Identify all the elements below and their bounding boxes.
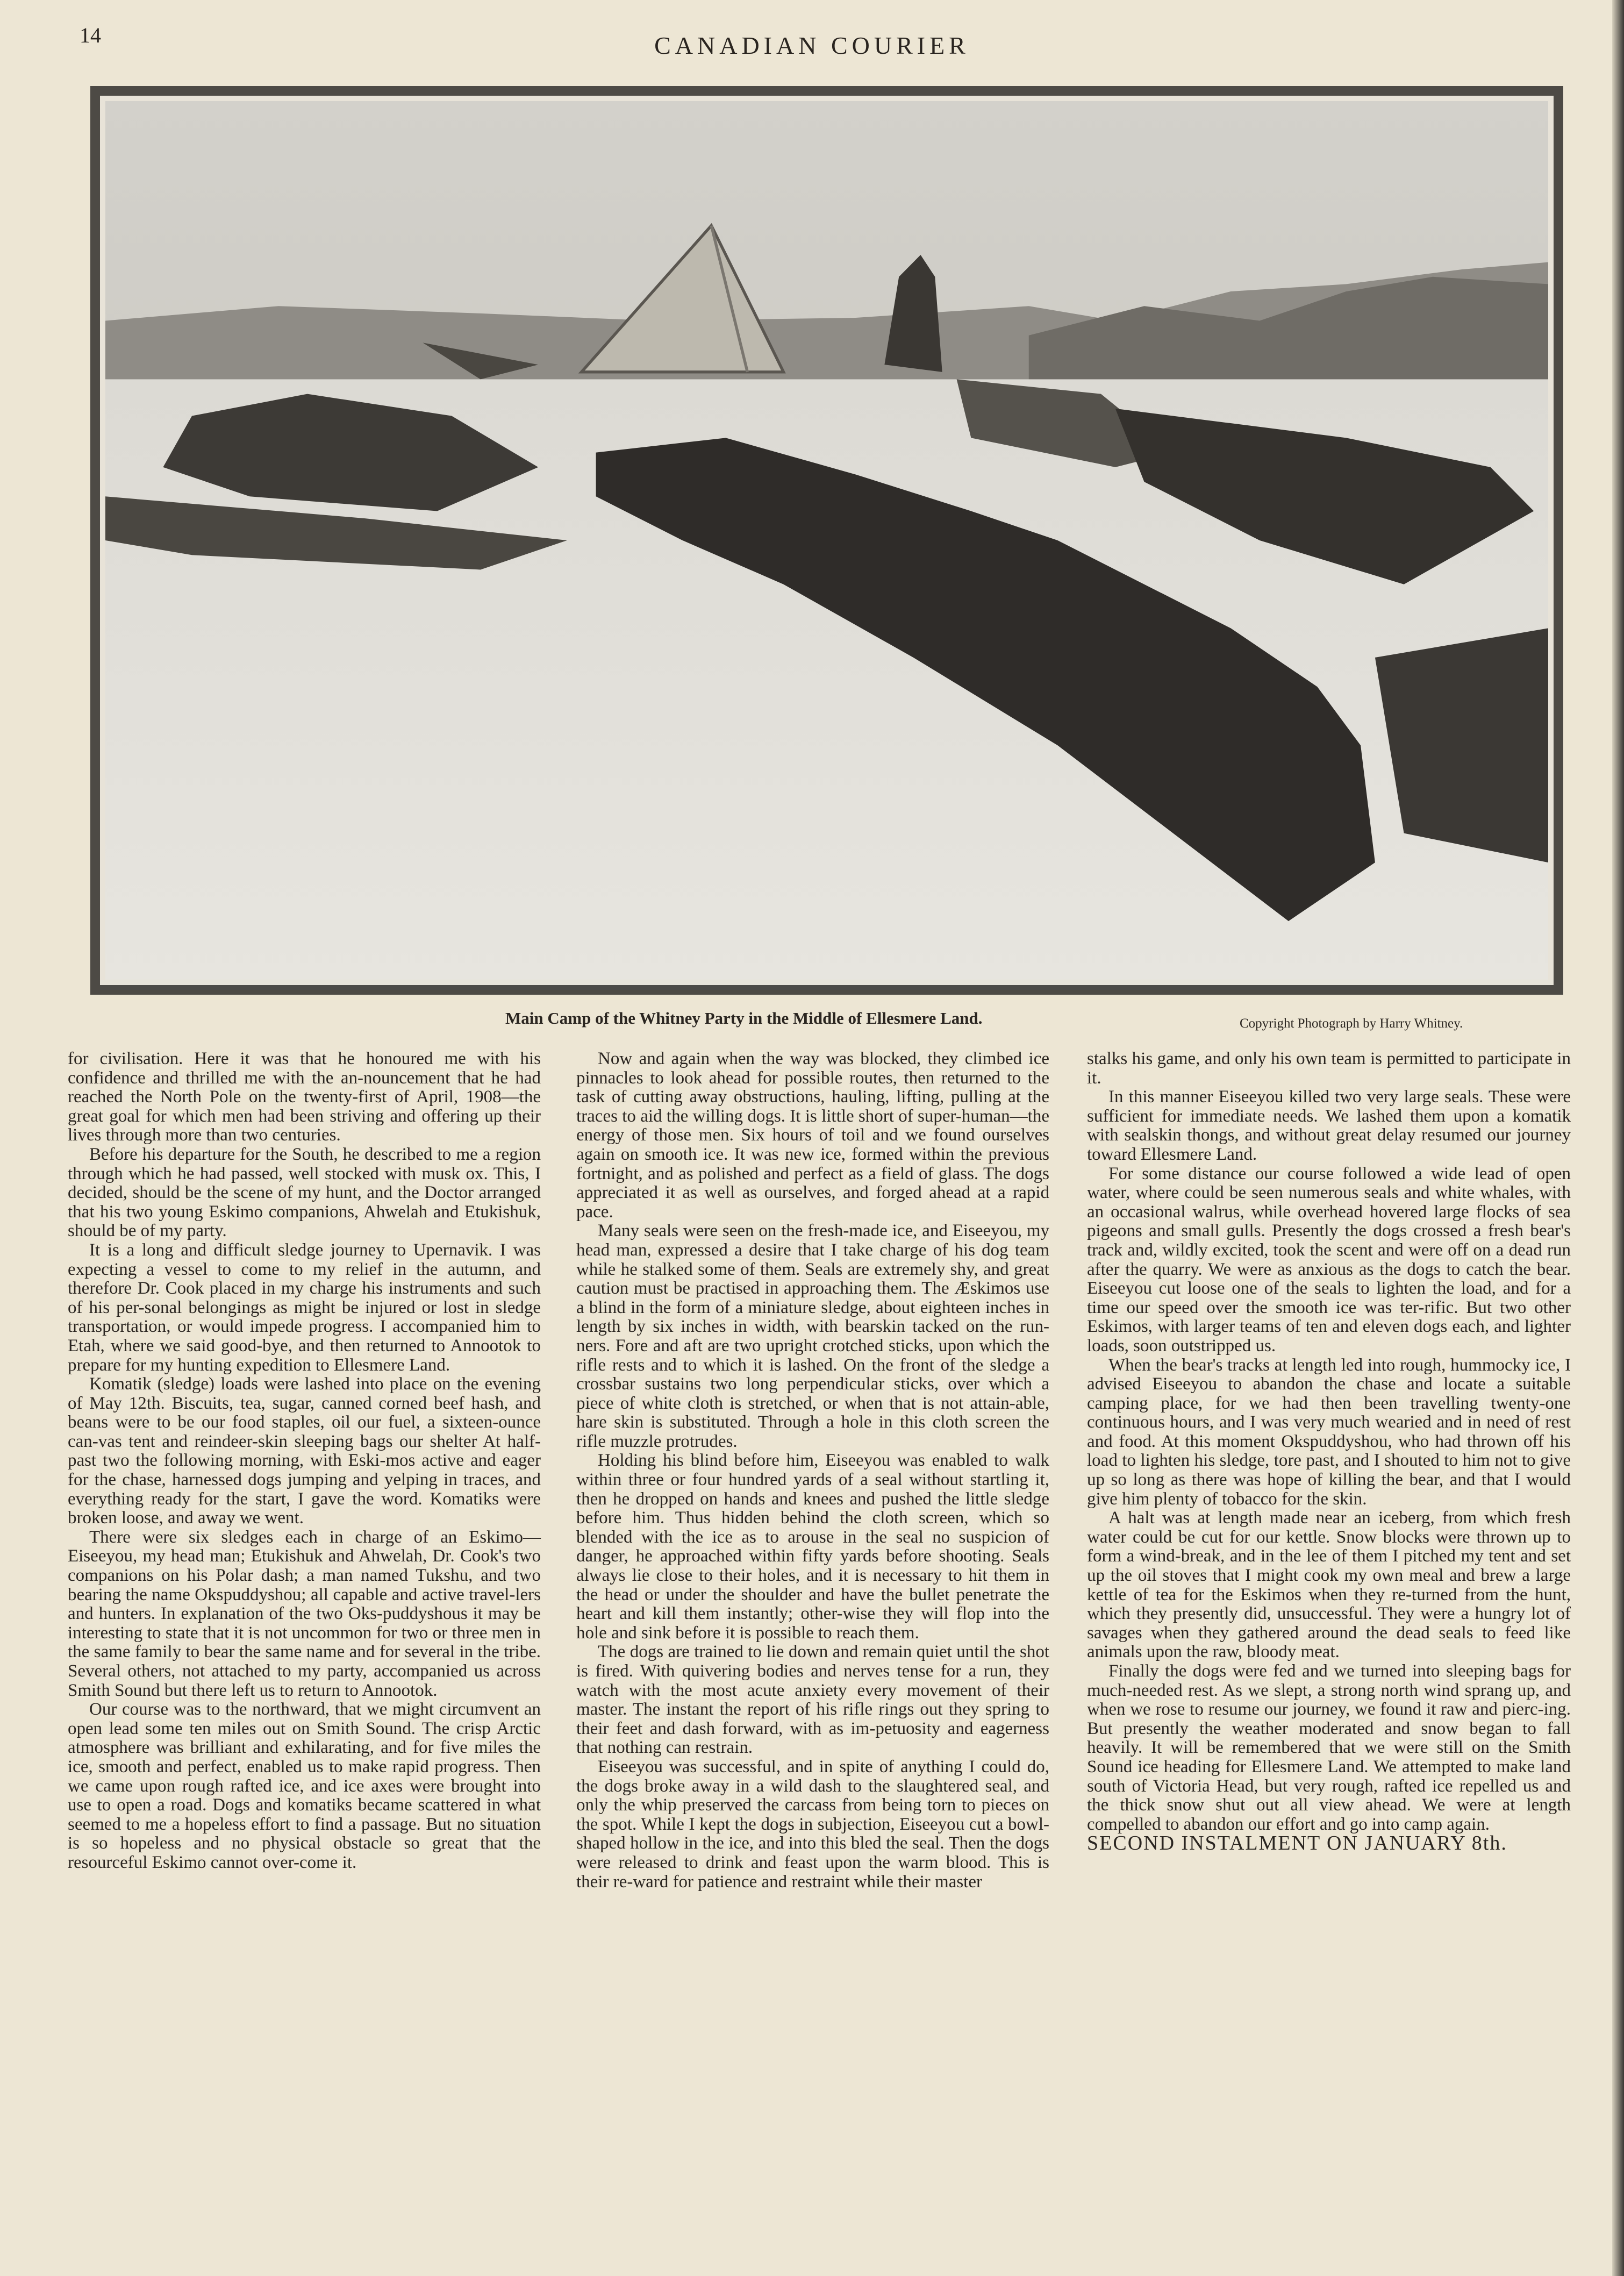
article-column-2 <box>576 1050 1049 1892</box>
paragraph: For some distance our course followed a wide lead of open water, where could be seen numerous seals and white whales, with an occasional walrus, while overhead hovered large flocks of sea pigeons and small gulls. Presently the dogs crossed a fresh bear's track and, wildly excited, took the scent and were off on a dead run after the quarry. We were as anxious as the dogs to catch the bear. Eiseeyou cut loose one of the seals to lighten the load, and for a time our speed over the smooth ice was ter-rific. But two other Eskimos, with larger teams of ten and eleven dogs each, and lighter loads, soon outstripped us. <box>1087 1164 1571 1355</box>
next-instalment-notice: SECOND INSTALMENT ON JANUARY 8th. <box>1087 1832 1507 1855</box>
article-column-1 <box>68 1050 541 1873</box>
paragraph: The dogs are trained to lie down and remain quiet until the shot is fired. With quivering bodies and nerves tense for a run, they watch with the most acute anxiety every movement of their master. The instant the report of his rifle rings out they spring to their feet and dash forward, with as im-petuosity and eagerness that nothing can restrain. <box>576 1642 1049 1758</box>
paragraph: Komatik (sledge) loads were lashed into place on the evening of May 12th. Biscuits, tea, sugar, canned corned beef hash, and beans were to be our food staples, oil our fuel, a sixteen-ounce can-vas tent and reindeer-skin sleeping bags our shelter At half-past two the following morning, with Eski-mos active and eager for the chase, harnessed dogs jumping and yelping in traces, and everything ready for the start, I gave the word. Komatiks were broken loose, and away we went. <box>68 1374 541 1528</box>
paragraph: Holding his blind before him, Eiseeyou was enabled to walk within three or four hundred yards of a seal without startling it, then he dropped on hands and knees and pushed the little sledge before him. Thus hidden behind the cloth screen, which so blended with the ice as to arouse in the seal no suspicion of danger, he approached within fifty yards before shooting. Seals always lie close to their holes, and it is necessary to hit them in the head or under the shoulder and have the bullet penetrate the heart and kill them instantly; other-wise they will flop into the hole and sink before it is possible to reach them. <box>576 1451 1049 1643</box>
paragraph: Before his departure for the South, he described to me a region through which he had passed, well stocked with musk ox. This, I decided, should be the scene of my hunt, and the Doctor arranged that his two young Eskimo companions, Ahwelah and Etukishuk, should be of my party. <box>68 1144 541 1241</box>
photo-frame <box>90 86 1563 995</box>
paragraph: A halt was at length made near an iceberg, from which fresh water could be cut for our kettle. Snow blocks were thrown up to form a wind-break, and in the lee of them I pitched my tent and set up the oil stoves that I might cook my own meal and brew a large kettle of tea for the Eskimos when they re-turned from the hunt, which they presently did, unsuccessful. They were a hungry lot of savages when they gathered around the dead seals to feed like animals upon the raw, bloody meat. <box>1087 1508 1571 1662</box>
paragraph: There were six sledges each in charge of an Eskimo—Eiseeyou, my head man; Etukishuk and Ahwelah, Dr. Cook's two companions on his Polar dash; a man named Tukshu, and two bearing the name Okspuddyshou; all capable and active travel-lers and hunters. In explanation of the two Oks-puddyshous it may be interesting to state that it is not uncommon for two or three men in the same family to bear the same name and for several in the tribe. Several others, not attached to my party, accompanied us across Smith Sound but there left us to return to Annootok. <box>68 1527 541 1700</box>
paragraph: Many seals were seen on the fresh-made ice, and Eiseeyou, my head man, expressed a desire that I take charge of his dog team while he stalked some of them. Seals are extremely shy, and great caution must be practised in approaching them. The Æskimos use a blind in the form of a miniature sledge, about eighteen inches in length by six inches in width, with bearskin tacked on the run-ners. Fore and aft are two upright crotched sticks, upon which the rifle rests and to which it is lashed. On the front of the sledge a crossbar sustains two long perpendicular sticks, over which a piece of white cloth is stretched, or when that is not attain-able, hare skin is substituted. Through a hole in this cloth screen the rifle muzzle protrudes. <box>576 1221 1049 1451</box>
paragraph: Eiseeyou was successful, and in spite of anything I could do, the dogs broke away in a wild dash to the slaughtered seal, and only the whip preserved the carcass from being torn to pieces on the spot. While I kept the dogs in subjection, Eiseeyou cut a bowl-shaped hollow in the ice, and into this bled the seal. Then the dogs were released to drink and feast upon the warm blood. This is their re-ward for patience and restraint while their master <box>576 1757 1049 1892</box>
camp-photograph <box>100 96 1554 985</box>
paragraph: stalks his game, and only his own team is permitted to participate in it. <box>1087 1049 1571 1088</box>
paragraph: for civilisation. Here it was that he honoured me with his confidence and thrilled me with the an-nouncement that he had reached the North Pole on the twenty-first of April, 1908—the great goal for which men had been striving and offering up their lives through more than two centuries. <box>68 1049 541 1145</box>
photo-illustration <box>105 101 1548 980</box>
paragraph: Finally the dogs were fed and we turned into sleeping bags for much-needed rest. As we slept, a strong north wind sprang up, and when we rose to resume our journey, we found it raw and pierc-ing. But presently the weather moderated and snow began to fall heavily. It will be remembered that we were still on the Smith Sound ice heading for Ellesmere Land. We attempted to make land south of Victoria Head, but very rough, rafted ice repelled us and the thick snow shut out all view ahead. We were at length compelled to abandon our effort and go into camp again. <box>1087 1661 1571 1834</box>
paragraph: Now and again when the way was blocked, they climbed ice pinnacles to look ahead for possible routes, then returned to the task of cutting away obstructions, hauling, lifting, pulling at the traces to aid the willing dogs. It is little short of super-human—the energy of those men. Six hours of toil and we found ourselves again on smooth ice. It was new ice, formed within the previous fortnight, and as polished and perfect as a field of glass. The dogs appreciated it as well as ourselves, and forged ahead at a rapid pace. <box>576 1049 1049 1222</box>
paragraph: It is a long and difficult sledge journey to Upernavik. I was expecting a vessel to come to my relief in the autumn, and therefore Dr. Cook placed in my charge his instruments and such of his per-sonal belongings as might be injured or lost in sledge transportation, or would impede progress. I accompanied him to Etah, where we said good-bye, and then returned to Annootok to prepare for my hunting expedition to Ellesmere Land. <box>68 1240 541 1375</box>
page-number: 14 <box>80 23 101 47</box>
photo-caption: Main Camp of the Whitney Party in the Middle of Ellesmere Land. <box>505 1009 983 1028</box>
running-title: CANADIAN COURIER <box>654 32 970 59</box>
paragraph: In this manner Eiseeyou killed two very large seals. These were sufficient for immediate needs. We lashed them upon a komatik with sealskin thongs, and without great delay resumed our journey toward Ellesmere Land. <box>1087 1087 1571 1164</box>
photo-credit: Copyright Photograph by Harry Whitney. <box>1240 1016 1463 1031</box>
paragraph: When the bear's tracks at length led into rough, hummocky ice, I advised Eiseeyou to abandon the chase and locate a suitable camping place, for we had then been travelling twenty-one continuous hours, and I was very much wearied and in need of rest and food. At this moment Okspuddyshou, who had thrown off his load to lighten his sledge, tore past, and I shouted to him not to give up so long as there was hope of killing the bear, and that I would give him plenty of tobacco for the skin. <box>1087 1355 1571 1509</box>
paragraph: Our course was to the northward, that we might circumvent an open lead some ten miles out on Smith Sound. The crisp Arctic atmosphere was brilliant and exhilarating, and for five miles the ice, smooth and perfect, enabled us to make rapid progress. Then we came upon rough rafted ice, and ice axes were brought into use to open a road. Dogs and komatiks became scattered in what seemed to me a hopeless effort to find a passage. But no situation is so hopeless and no physical obstacle so great that the resourceful Eskimo cannot over-come it. <box>68 1700 541 1872</box>
page-edge-shadow <box>1612 0 1624 2276</box>
article-column-3 <box>1087 1050 1571 1853</box>
